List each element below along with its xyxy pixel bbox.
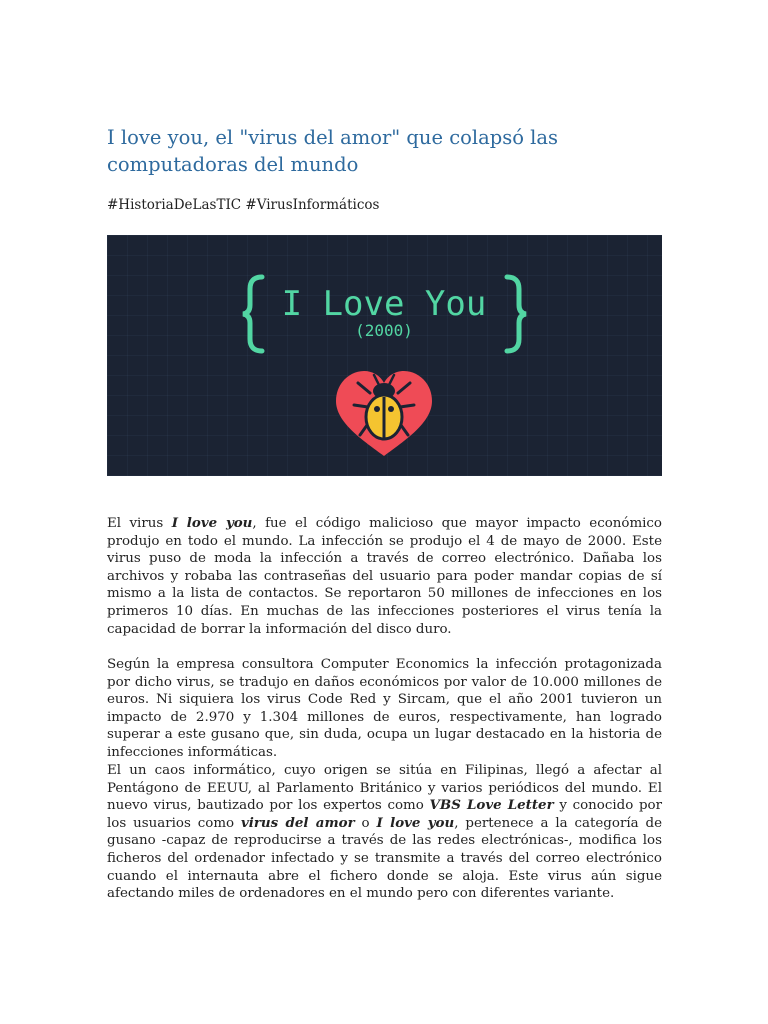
banner-graphic [107, 235, 662, 476]
paragraph-3 [107, 762, 662, 903]
emphasized-text: I love you [171, 515, 253, 531]
emphasized-text: I love you [376, 814, 455, 831]
paragraph-text: El un caos informático, cuyo origen se sitúa en Filipinas, llegó a afectar al Pentágono de EEUU, al Parlamento Británico y varios periódicos del mundo. El nuevo virus, bautizado por los expertos como [107, 763, 662, 814]
paragraph-text: , pertenece a la categoría de gusano -capaz de reproducirse a través de las redes electrónicas-, modifica los ficheros del ordenador infectado y se transmite a través del correo electrónico cuando el internauta abre el fichero donde se aloja. Este virus aún sigue afectando miles de ordenadores en el mundo pero con diferentes variante. [107, 815, 663, 902]
banner-heading: I Love You [281, 284, 487, 324]
left-brace-icon [243, 277, 262, 351]
paragraph-2 [107, 656, 662, 762]
banner-year: (2000) [355, 321, 413, 340]
paragraph-text: , fue el código malicioso que mayor impacto económico produjo en todo el mundo. La infección se produjo el 4 de mayo de 2000. Este virus puso de moda la infección a través de correo electrónico. Dañaba los archivos y robaba las contraseñas del usuario para poder mandar copias de sí mismo a la lista de contactos. Se reportaron 50 millones de infecciones en los primeros 10 días. En muchas de las infecciones posteriores el virus tenía la capacidad de borrar la información del disco duro. [107, 516, 662, 637]
paragraph-1 [107, 515, 662, 638]
banner-image [107, 235, 662, 476]
paragraph-text: Según la empresa consultora Computer Economics la infección protagonizada por dicho virus, se tradujo en daños económicos por valor de 10.000 millones de euros. Ni siquiera los virus Code Red y Sircam, que el año 2001 tuvieron un impacto de 2.970 y 1.304 millones de euros, respectivamente, han logrado superar a este gusano que, sin duda, ocupa un lugar destacado en la historia de infecciones informáticas. [107, 657, 662, 760]
emphasized-text: VBS Love Letter [429, 797, 554, 814]
hashtags: #HistoriaDeLasTIC #VirusInformáticos [107, 197, 380, 213]
emphasized-text: virus del amor [241, 814, 355, 831]
paragraph-text: El virus [107, 516, 172, 531]
paragraph-text: y conocido por los usuarios como [107, 798, 662, 831]
right-brace-icon [507, 277, 526, 351]
heart-bug-icon [336, 371, 432, 456]
article-title: I love you, el "virus del amor" que colapsó las computadoras del mundo [107, 126, 559, 176]
paragraph-text: o [354, 815, 377, 831]
